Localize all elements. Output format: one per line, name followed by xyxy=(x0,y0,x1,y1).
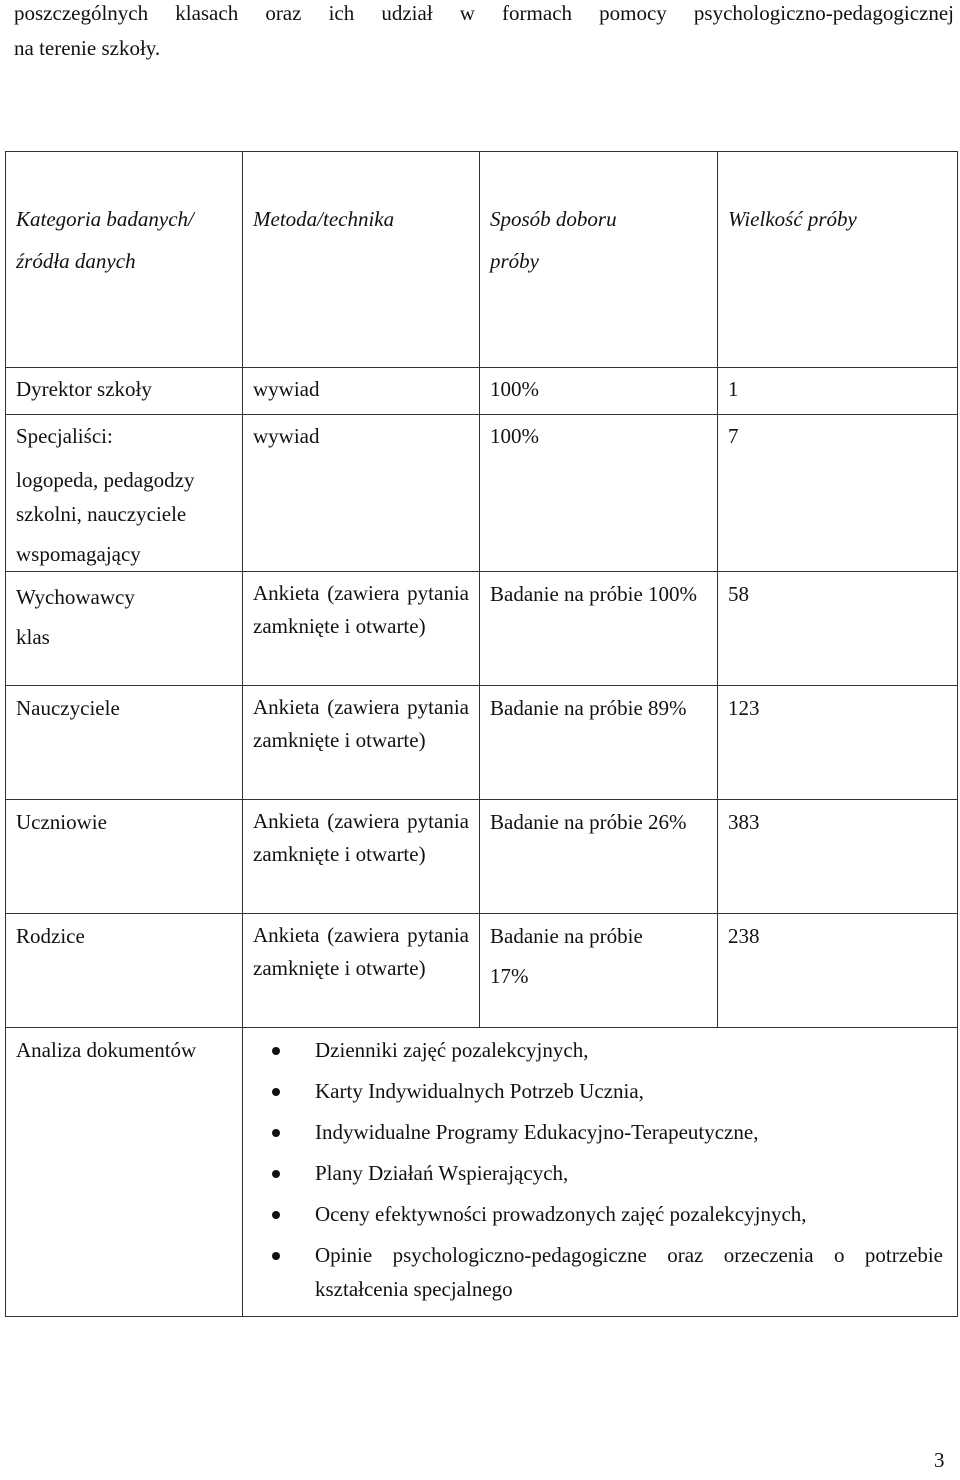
cell-category: Specjaliści: logopeda, pedagodzy szkolni, nauczyciele wspomagający xyxy=(6,415,243,572)
cell-method: wywiad xyxy=(243,368,480,415)
cell-document-list xyxy=(243,1028,958,1317)
header-sampling: Sposób doboru próby xyxy=(480,152,718,368)
table-row xyxy=(6,914,958,1028)
header-category: Kategoria badanych/ źródła danych xyxy=(6,152,243,368)
list-item: Opinie psychologiczno-pedagogiczne oraz orzeczenia o potrzebie kształcenia specjalnego xyxy=(243,1238,943,1306)
list-item: Karty Indywidualnych Potrzeb Ucznia, xyxy=(243,1074,943,1108)
cell-size: 7 xyxy=(718,415,958,572)
list-item: Indywidualne Programy Edukacyjno-Terapeutyczne, xyxy=(243,1115,943,1149)
table-row-documents xyxy=(6,1028,958,1317)
document-list xyxy=(243,1033,943,1306)
cell-category: Wychowawcy klas xyxy=(6,572,243,686)
header-size: Wielkość próby xyxy=(718,152,958,368)
cell-size: 383 xyxy=(718,800,958,914)
cell-sampling: 100% xyxy=(480,368,718,415)
intro-paragraph xyxy=(14,0,954,66)
cell-size: 1 xyxy=(718,368,958,415)
cell-method: Ankieta (zawiera pytania zamknięte i otwarte) xyxy=(243,686,480,800)
table-row xyxy=(6,686,958,800)
cell-size: 123 xyxy=(718,686,958,800)
cell-category: Analiza dokumentów xyxy=(6,1028,243,1317)
cell-method: Ankieta (zawiera pytania zamknięte i otwarte) xyxy=(243,800,480,914)
header-method: Metoda/technika xyxy=(243,152,480,368)
list-item: Plany Działań Wspierających, xyxy=(243,1156,943,1190)
intro-line-1: poszczególnych klasach oraz ich udział w formach pomocy psychologiczno-pedagogicznej xyxy=(14,1,954,25)
cell-size: 58 xyxy=(718,572,958,686)
cell-method: Ankieta (zawiera pytania zamknięte i otwarte) xyxy=(243,914,480,1028)
cell-method: wywiad xyxy=(243,415,480,572)
cell-sampling: Badanie na próbie 89% xyxy=(480,686,718,800)
cell-category: Uczniowie xyxy=(6,800,243,914)
table-row xyxy=(6,800,958,914)
cell-sampling: Badanie na próbie 100% xyxy=(480,572,718,686)
cell-category: Rodzice xyxy=(6,914,243,1028)
intro-line-2: na terenie szkoły. xyxy=(14,36,161,60)
cell-sampling: Badanie na próbie 26% xyxy=(480,800,718,914)
cell-sampling: 100% xyxy=(480,415,718,572)
page-number: 3 xyxy=(934,1448,945,1472)
table-row xyxy=(6,368,958,415)
cell-sampling: Badanie na próbie 17% xyxy=(480,914,718,1028)
list-item: Dzienniki zajęć pozalekcyjnych, xyxy=(243,1033,943,1067)
cell-category: Nauczyciele xyxy=(6,686,243,800)
table-row xyxy=(6,572,958,686)
cell-size: 238 xyxy=(718,914,958,1028)
list-item: Oceny efektywności prowadzonych zajęć pozalekcyjnych, xyxy=(243,1197,943,1231)
research-table xyxy=(5,151,958,1317)
cell-method: Ankieta (zawiera pytania zamknięte i otwarte) xyxy=(243,572,480,686)
table-row xyxy=(6,415,958,572)
cell-category: Dyrektor szkoły xyxy=(6,368,243,415)
table-header-row xyxy=(6,152,958,368)
